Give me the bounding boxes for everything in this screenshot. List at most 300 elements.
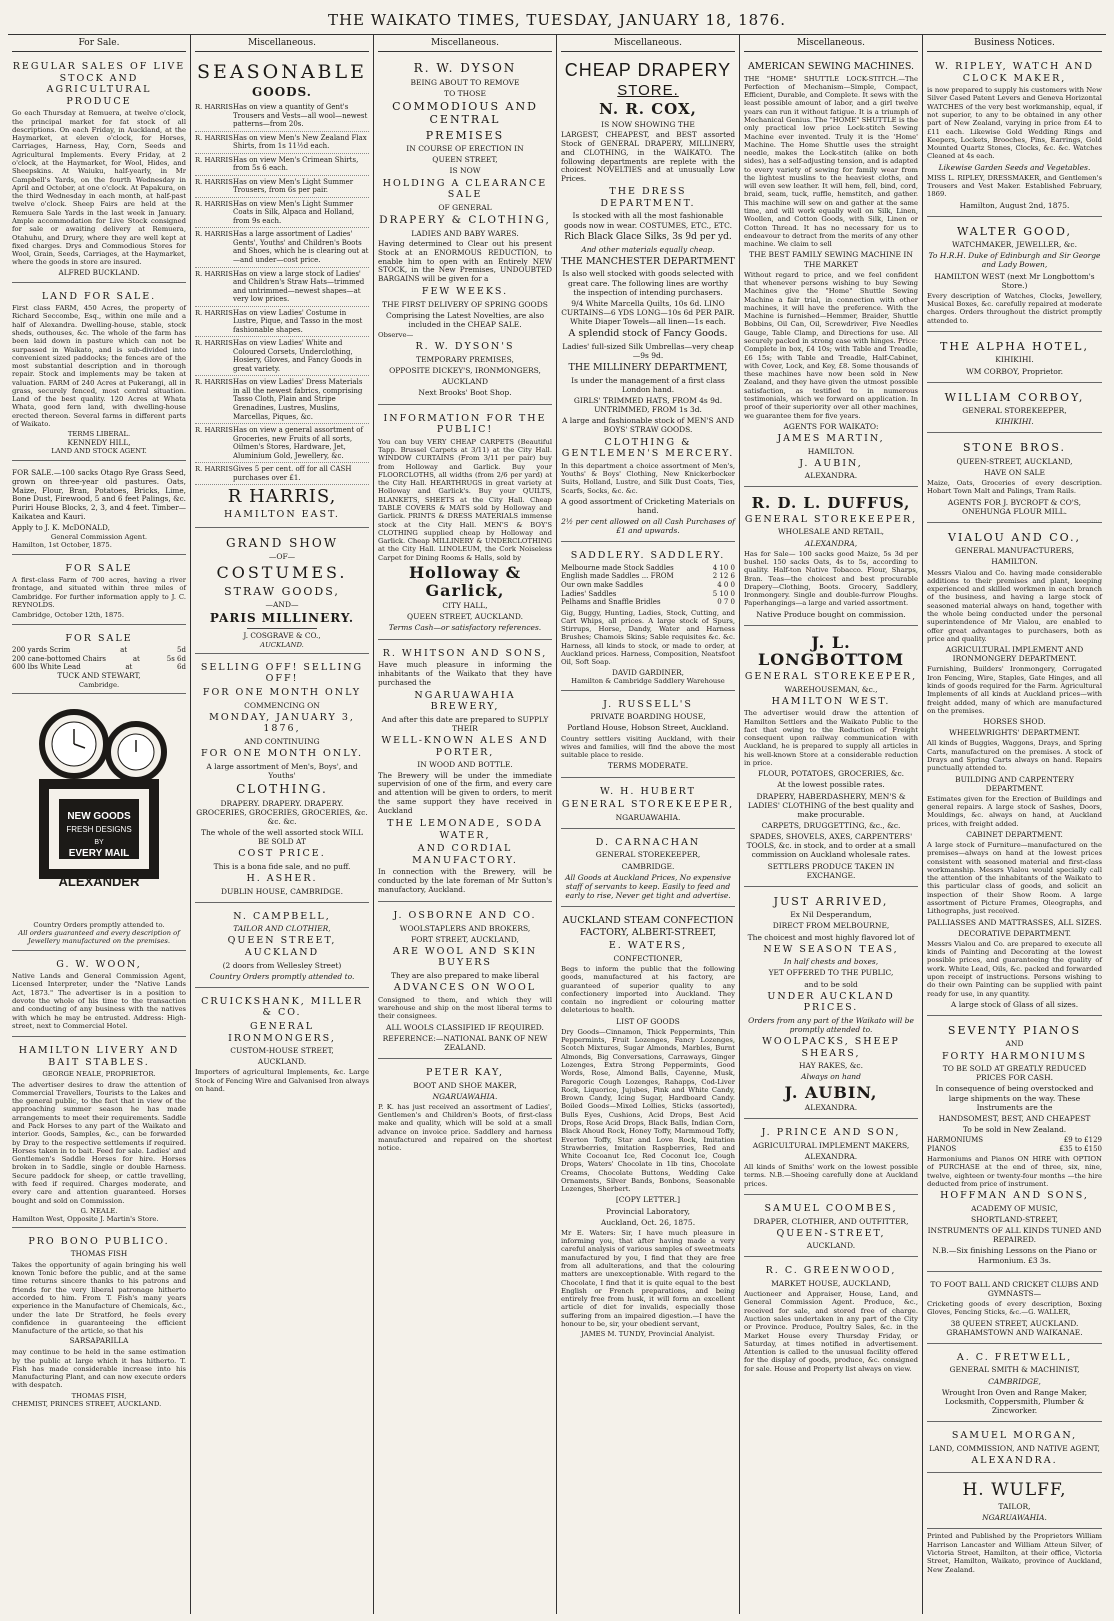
ad-hats-body: A large and fashionable stock of MEN'S AND BOYS' STRAW GOODS.: [561, 416, 734, 435]
ad-line-big: R. W. DYSON'S: [415, 341, 515, 353]
harris-row: R. HARRIS Has on view Men's New Zealand Flax Shirts, from 1s 11½d each.: [195, 132, 369, 154]
ad-flour: FLOUR, POTATOES, GROCERIES, &c.: [757, 769, 905, 779]
ad-body: The choicest and most highly flavored lot of: [747, 932, 915, 942]
ad-firm: Holloway & Garlick,: [408, 563, 522, 600]
ad-lowest: At the lowest possible rates.: [777, 780, 885, 790]
illus-ribbon-4: EVERY MAIL: [68, 847, 130, 859]
ad-body: Importers of agricultural Implements, &c. Large Stock of Fencing Wire and Galvanised Iron always on hand.: [195, 1068, 369, 1093]
ad-body: is now prepared to supply his customers with New Silver Cased Patent Levers and Geneva Horizontal WATCHES of the very best workmanship, equal, if not superior, to any to be obtained in any other part of New Zealand, varying in price from £4 to £11 each. Likewise Gold Wedding Rings and Keepers, Lockets, Brooches, Pins, Earrings, Gold Mounted Quartz Stones, Clocks, &c. &c. Watches Cleaned at 4s each.: [927, 86, 1102, 161]
ad-teas: NEW SEASON TEAS,: [763, 943, 899, 955]
ad-martin: JAMES MARTIN,: [777, 432, 885, 444]
ad-instruments: INSTRUMENTS OF ALL KINDS TUNED AND REPAIRED.: [927, 1226, 1102, 1245]
ad-subtitle: GOODS.: [252, 84, 312, 99]
harris-row: R. HARRIS Has on view Men's Light Summer Trousers, from 6s per pair.: [195, 176, 369, 198]
ad-body: The advertiser would draw the attention of Hamilton Settlers and the Waikato Public to the fact that owing to the Reduction of Freight consequent upon railway communication with Auckland, he is prepared to supply all articles in his well-known Store at a considerable reduction in price.: [744, 709, 918, 768]
ad-russell: [561, 694, 735, 778]
harris-row: R. HARRIS Has a large assortment of Ladies' Gents', Youths' and Children's Boots and Shoes, which he is clearing out at—and under—cost price.: [195, 228, 369, 267]
ad-duffus: [744, 490, 918, 625]
ad-osborne: [378, 905, 552, 1059]
ad-line: OPPOSITE DICKEY'S, IRONMONGERS,: [389, 366, 541, 376]
ad-title: INFORMATION FOR THE PUBLIC!: [383, 412, 547, 436]
ad-address: 38 QUEEN STREET, AUCKLAND. GRAHAMSTOWN AND WAIKANAE.: [946, 1318, 1083, 1337]
ad-signature: J. COSGRAVE & CO.,: [243, 630, 321, 640]
ad-body: First class FARM, 450 Acres, the property of Richard Seccombe, Esq., within one mile and a half of Alexandra. Dwelling-house, stable, stock sheds, outhouses, &c. The whole of the farm has been laid down in pasture which can not be surpassed in Waikato, and is sub-divided into convenient sized paddocks; the fences are of the most substantial description and in thorough repair. Stock and implements may be taken at valuation. FARM of 240 Acres at Pukerangi, all in grass, securely fenced, most central situation. Land of the best quality. 120 Acres at Whata Whata, good fern land, with dwelling-house erected thereon. Several farms in different parts of Waikato.: [12, 304, 186, 429]
ad-line-big: COMMODIOUS AND CENTRAL: [392, 99, 538, 127]
ad-carpets: CARPETS, DRUGGETTING, &c., &c.: [761, 821, 901, 830]
ad-address: QUEEN-STREET,: [776, 1227, 886, 1239]
ad-under: UNDER AUCKLAND PRICES.: [767, 990, 895, 1014]
ad-note: All orders guaranteed and every description of Jewellery manufactured on the premises.: [18, 929, 180, 946]
ad-drapery: DRAPERY, HABERDASHERY, MEN'S & LADIES' CLOTHING of the best quality and make procurable.: [747, 791, 915, 819]
ad-tuck-stewart: [12, 628, 186, 694]
ad-warehouse: WAREHOUSEMAN, &c.,: [784, 684, 878, 694]
ad-line-big: PREMISES: [425, 128, 505, 142]
ad-trade: GENERAL STOREKEEPER,: [561, 799, 735, 811]
ad-alexander-jeweller: [12, 697, 186, 951]
ad-title-2: STORE.: [617, 81, 679, 99]
ad-body-2: Without regard to price, and we feel confident that whenever persons wishing to buy Sewing Machines give the "Home" Shuttle Sewing Machine a fair trial, in connection with other machines, it will have the preference. With the Machine is furnished—Hemmer, Braider, Shuttle Bobbins, Oil Can, Oil, Screwdriver, Five Needles Gauge, Table Clamp, and Directions for use. All securely packed in strong case with hinges. Price: Complete in box, £4 10s; with Table and Treadle, £6 15s; with Table and Treadle, Half-Cabinet, with Cover, Lock, and Key, £8. Some thousands of these machines have now been sold in New Zealand, and they have given the utmost possible satisfaction, as testified to in numerous testimonials, which we forward on application. In proof of their superiority over all other machines, we guarantee them for five years.: [744, 270, 918, 420]
ad-list: DRAPERY. DRAPERY. DRAPERY. GROCERIES, GROCERIES, GROCERIES, &c. &c. &c.: [196, 798, 368, 826]
ad-seasonable-goods: [195, 56, 369, 528]
ad-list-title: LIST OF GOODS: [616, 1016, 680, 1026]
ad-title: G. W. WOON,: [56, 958, 142, 970]
harris-row: R. HARRIS Has on view a general assortment of Groceries, new Fruits of all sorts, Oilmen's Stores, Hardware, Jet, Aluminium Gold, Jewellery, &c.: [195, 424, 369, 463]
ad-title: VIALOU AND CO.,: [948, 530, 1081, 544]
ad-body-3: The Brewery will be under the immediate supervision of one of the firm, and every care and attention will be given to orders, to merit the same support they have received in Auckland: [378, 770, 552, 816]
ad-title: J. OSBORNE AND CO.: [393, 910, 537, 922]
ad-straw: STRAW GOODS,: [224, 584, 340, 598]
ad-wholesale: WHOLESALE AND RETAIL,: [777, 527, 885, 537]
ad-title: R. WHITSON AND SONS,: [382, 647, 548, 659]
ad-sold: and to be sold: [804, 979, 858, 989]
column-5: [740, 35, 923, 1614]
ad-reference: REFERENCE:—NATIONAL BANK OF NEW ZEALAND.: [382, 1033, 548, 1052]
ad-agri: AGRICULTURAL IMPLEMENT AND IRONMONGERY DEPARTMENT.: [945, 645, 1084, 664]
ad-name: E. WATERS,: [608, 940, 688, 952]
ad-showing: IS NOW SHOWING THE: [601, 119, 695, 129]
ad-cabinet: CABINET DEPARTMENT.: [966, 829, 1063, 839]
ad-silks-note: And other materials equally cheap.: [581, 244, 715, 254]
imprint: Printed and Published by the Proprietors William Harrison Lancaster and William Atteun Silver, of Victoria Street, Hamilton, at their office, Victoria Street, Hamilton, Waikato, province of Auckland, New Zealand.: [927, 1532, 1102, 1574]
ad-for: FOR ONE MONTH ONLY.: [201, 748, 363, 760]
harris-row: R. HARRIS Has on view Men's Light Summer Coats in Silk, Alpaca and Holland, from 9s each.: [195, 198, 369, 229]
ad-title: REGULAR SALES OF LIVE STOCK AND AGRICULTURAL PRODUCE: [12, 60, 186, 107]
ad-line: OF GENERAL: [438, 202, 492, 212]
ad-body: Country settlers visiting Auckland, with their wives and families, will find the above the most suitable place to reside.: [561, 734, 735, 760]
ad-body: Having determined to Clear out his present Stock at an ENORMOUS REDUCTION, to enable him to open with an Entirely NEW STOCK, in the New Premises, UNDOUBTED BARGAINS will be given for a: [378, 238, 552, 284]
ad-coombes: [744, 1198, 918, 1257]
ad-body-2: And after this date are prepared to SUPPLY THEIR: [381, 715, 549, 734]
ad-address: CHEMIST, PRINCES STREET, AUCKLAND.: [12, 1399, 162, 1408]
ad-proprietor: GEORGE NEALE, PROPRIETOR.: [42, 1070, 156, 1079]
ad-wood: IN WOOD AND BOTTLE.: [417, 760, 513, 770]
ad-grand-show: [195, 531, 369, 654]
column-3: [374, 35, 557, 1614]
illus-ribbon-2: FRESH DESIGNS: [66, 824, 132, 834]
ad-address: QUEEN-STREET, AUCKLAND,: [956, 456, 1073, 466]
ad-signature: H. ASHER.: [246, 872, 318, 884]
ad-body: Begs to inform the public that the following goods, manufactured at his factory, are guaranteed of superior quality to any confectionery imported into Auckland. They contain no ingredient or colouring matter deleterious to health.: [561, 965, 735, 1015]
ad-glass: A large stock of Glass of all sizes.: [950, 999, 1079, 1009]
ad-body: Has for Sale— 100 sacks good Maize, 5s 3d per bushel. 150 sacks Oats, 4s to 5s, according to quality. Half-ton Native Tobacco. Flour, Sharps, Bran. Teas—the choicest and best procurable Drapery—Clothing, Boots. Grocery, Saddlery, Ironmongery. Single and double-furrow Ploughs. Paperhangings—a large and varied assortment.: [744, 549, 918, 608]
ad-body: You can buy VERY CHEAP CARPETS (Beautiful Tapp. Brussel Carpets at 3/11) at the City Hall. WINDOW CURTAINS (From 3/11 per pair) buy from Holloway and Garlick. Buy your FLOORCLOTHS, all widths (from 2/6 per yard) at the City Hall. HEARTHRUGS in great variety at Holloway and Garlick's. Buy your QUILTS, BLANKETS, SHEETS at the City Hall. Cheap TABLE COVERS & MATS sold by Holloway and Garlick. PRINTS & DRESS MATERIALS immense stock at the City Hall. MEN'S & BOY'S CLOTHING supplied cheap by Holloway and Garlick. Cheap MILLINERY & UNDERCLOTHING at the City Hall. LINOLEUM, the Cork Noiseless Carpet for Dining Rooms & Halls, sold by: [378, 437, 552, 562]
ad-waters-confectioner: [561, 910, 735, 1342]
ad-selling-off: [195, 657, 369, 903]
ad-copy-letter: [COPY LETTER.]: [615, 1195, 681, 1205]
ad-stone-bros: [927, 436, 1102, 523]
ad-line: THE FIRST DELIVERY OF SPRING GOODS: [382, 299, 548, 309]
column-heading: Miscellaneous.: [195, 38, 369, 52]
ad-title: N. CAMPBELL,: [233, 910, 331, 922]
ad-body-2: Consigned to them, and which they will warehouse and ship on the most liberal terms to their consignees.: [378, 995, 552, 1021]
ad-title: R. D. L. DUFFUS,: [751, 494, 911, 513]
ad-line: TO THOSE: [444, 88, 486, 98]
ad-body: All kinds of Smiths' work on the lowest possible terms. N.B.—Shoeing carefully done at Auckland prices.: [744, 1163, 918, 1188]
ad-line: Next Brooks' Boot Shop.: [418, 388, 512, 398]
ad-address: CITY HALL,: [442, 601, 488, 611]
ad-place: NGARUAWAHIA.: [432, 1091, 498, 1101]
ad-advances: ADVANCES ON WOOL: [393, 982, 537, 994]
ad-brewery: NGARUAWAHIA BREWERY,: [414, 689, 516, 713]
ad-place: NGARUAWAHIA.: [982, 1513, 1047, 1523]
ad-handsomest: HANDSOMEST, BEST, AND CHEAPEST: [938, 1113, 1091, 1123]
ad-vialou: [927, 526, 1102, 1016]
ad-date: Auckland, Oct. 26, 1875.: [600, 1217, 696, 1227]
ad-palliasses: PALLIASSES AND MATTRASSES, ALL SIZES.: [927, 917, 1102, 927]
ad-place: ALEXANDRA.: [804, 1103, 858, 1113]
ad-corboy: [927, 386, 1102, 434]
ad-best: THE BEST FAMILY SEWING MACHINE IN THE MARKET: [749, 250, 913, 269]
ad-clothing: CLOTHING.: [236, 781, 328, 796]
ad-decorative: DECORATIVE DEPARTMENT.: [957, 928, 1072, 938]
ad-place: ALEXANDRA.: [971, 1454, 1058, 1466]
price-row: Pelhams and Snaffle Bridles 0 7 0: [561, 598, 735, 607]
ad-pianos: [927, 1019, 1102, 1272]
ad-title: SELLING OFF! SELLING OFF!: [200, 661, 364, 685]
ad-dyson: [378, 56, 552, 405]
ad-body: THE "HOME" SHUTTLE LOCK-STITCH.—The Perfection of Mechanism—Simple, Compact, Efficient, Durable, and Complete. It sews with the least possible amount of labor, and a girl twelve years can run it without fatigue. It is a triumph of Mechanical Genius. The "HOME" SHUTTLE is the only practical low price Lock-stitch Sewing Machine ever invented. Truly it is the 'Home' Machine. The Home Shuttle uses the straight needle, makes the Lock-stitch (alike on both sides), has a self-adjusting tension, and is adapted to every variety of sewing for family wear from the lightest muslins to the heaviest cloths, and will even sew leather. It will hem, fell, bind, cord, braid, seam, tuck, ruffle, hemstitch, and gather. This machine will sew on and gather at the same time, and will work equally well on Silk, Linen, Woollen, and Cotton Goods, with Silk, Linen or Cotton Thread. It has no necessary for us to endeavour to detract from the merits of any other machine. We claim to sell: [744, 74, 918, 249]
ad-agri-body: Furnishing, Builders' Ironmongery, Corrugated Iron Fencing, Wire, Staples, Gate Hinges, and all kinds of goods required for the Farm. Agricultural Implements of all kinds at Auckland prices—with freight added, many of which are manufactured on the premises.: [927, 665, 1102, 715]
ad-lab: Provincial Laboratory,: [605, 1206, 691, 1216]
ad-decorative-body: Messrs Vialou and Co. are prepared to execute all kinds of Painting and Decorating at the lowest possible prices, and guaranteeing the quality of work. White Lead, Oils, &c. packed and forwarded upon receipt of instructions. Persons wishing to do their own Painting can be supplied with paint ready for use, in any quantity.: [927, 939, 1102, 998]
illus-ribbon-3: BY: [94, 838, 104, 846]
ad-body: The advertiser desires to draw the attention of Commercial Travellers, Tourists to the Lakes and the general public, to the fact that in view of the approaching summer season he has made arrangements to meet their requirements. Saddle and Pack Horses to any part of the Waikato and interior. Goods, Samples, &c., can be forwarded by Dray to the respective settlements if required. Horses taken in to bait. Feed for sale. Ladies' and Gentlemen's Saddle Horses for hire. Horses broken in to Saddle, single or double Harness. Secure paddock for sheep, or cattle travelling, with feed if required. Charges moderate, and every care and attention guaranteed. Horses bought and sold on Commission.: [12, 1080, 186, 1205]
ad-body: Go each Thursday at Remuera, at twelve o'clock, the principal market for fat stock of all descriptions. On each Friday, in Auckland, at the Haymarket, at eleven o'clock, for Horses, Carriages, Harness, Hay, Corn, Seeds and Agricultural Implements. Every Friday, at 2 o'clock, at the Haymarket, for Wool, Hides, and Sheepskins. At Waiuku, half-yearly, in Mr Campbell's Yards, on the fourth Wednesday in April and October, at one o'clock. At Papakura, on the third Wednesday in each month, at half-past twelve o'clock. Sheep Fairs are held at the Remuera Sale Yards in the last week in January. Ample accommodation for Live Stock consigned for sale or awaiting delivery at Remuera, Otahuhu, and Drury, where they are well kept at fixed charges. Drys and Commodious Stores for Wool, Grain, Seeds, Carriages, at the Haymarket, where the goods in store are insured.: [12, 109, 186, 267]
ad-title: FOR SALE: [65, 632, 133, 644]
ad-place: NGARUAWAHIA.: [615, 812, 681, 822]
ad-millinery-title: THE MILLINERY DEPARTMENT,: [568, 362, 728, 374]
ad-address: CUSTOM-HOUSE STREET,: [230, 1046, 334, 1056]
ad-signature: ALFRED BUCKLAND.: [58, 267, 140, 277]
ad-title: AMERICAN SEWING MACHINES.: [747, 60, 915, 72]
ad-millinery-body: Is under the management of a first class London hand.: [571, 375, 725, 394]
ad-place: KIHIKIHI.: [995, 417, 1034, 427]
ad-ales: WELL-KNOWN ALES AND PORTER,: [381, 735, 549, 758]
ad-lemonade: THE LEMONADE, SODA WATER,: [387, 818, 543, 841]
ad-place: AUCKLAND.: [806, 1241, 856, 1251]
ad-title: PETER KAY,: [425, 1067, 505, 1079]
ad-wulff: [927, 1476, 1102, 1529]
ad-title: R. W. DYSON: [413, 60, 517, 75]
illus-ribbon-1: NEW GOODS: [67, 810, 131, 822]
ad-greenwood: [744, 1260, 918, 1379]
ad-address: Portland House, Hobson Street, Auckland.: [567, 723, 729, 733]
ad-morgan: [927, 1425, 1102, 1473]
ad-build-body: Estimates given for the Erection of Buildings and general repairs. A large stock of Sashes, Doors, Mouldings, &c. always on hand, at Auckland prices, with freight added.: [927, 794, 1102, 828]
column-4: [557, 35, 740, 1614]
ad-body: P. K. has just received an assortment of Ladies', Gentlemen's and Children's Boots, of first-class make and quality, which will be sold at a small advance on invoice price. Saddlery and harness manufactured and repaired on the shortest notice.: [378, 1102, 552, 1153]
ad-trade: TAILOR AND CLOTHIER,: [233, 924, 331, 934]
ad-offered: YET OFFERED TO THE PUBLIC,: [768, 968, 894, 978]
ad-buyers: ARE WOOL AND SKIN BUYERS: [392, 945, 538, 969]
ad-direct: DIRECT FROM MELBOURNE,: [772, 921, 890, 931]
ad-place: HAMILTON EAST.: [224, 509, 340, 521]
ad-title: CHEAP DRAPERY: [564, 59, 732, 80]
ad-whitson: [378, 643, 552, 902]
ad-signature-title: LAND AND STOCK AGENT.: [51, 447, 147, 456]
ad-body-2: To be sold in New Zealand.: [962, 1124, 1067, 1134]
ad-trade: GENERAL STOREKEEPER,: [744, 671, 918, 683]
ad-line: LADIES AND BABY WARES.: [411, 228, 519, 238]
ad-pro-bono: [12, 1231, 186, 1412]
ad-ship: Ex Nil Desperandum,: [790, 910, 872, 920]
ad-title: PRO BONO PUBLICO.: [28, 1236, 170, 1248]
ad-cost: COST PRICE.: [238, 848, 326, 860]
ad-title: R. C. GREENWOOD,: [765, 1265, 897, 1277]
ad-title: CRUICKSHANK, MILLER & CO.: [201, 995, 363, 1019]
ad-settlers: SETTLERS PRODUCE TAKEN IN EXCHANGE.: [767, 861, 895, 880]
ad-trade: GENERAL SMITH & MACHINIST,: [949, 1365, 1080, 1375]
ad-title: SEASONABLE: [197, 60, 367, 83]
ad-livery-stables: [12, 1040, 186, 1228]
ad-place: ALEXANDRA.: [804, 1152, 858, 1161]
ad-title: SADDLERY. SADDLERY.: [570, 550, 726, 562]
price-row: HARMONIUMS £9 to £129: [927, 1136, 1102, 1145]
ad-line: Comprising the Latest Novelties, are also included in the CHEAP SALE.: [386, 310, 544, 330]
ad-line: Observe—: [378, 331, 414, 340]
ad-body: A first-class Farm of 700 acres, having a river frontage, and situated within three miles of Cambridge. For further information apply to J. C. REYNOLDS.: [12, 576, 186, 609]
ad-address: Hamilton & Cambridge Saddlery Warehouse: [571, 677, 725, 686]
price-row: English made Saddles ... FROM 2 12 6: [561, 572, 735, 581]
ad-trade: PRIVATE BOARDING HOUSE,: [590, 712, 706, 722]
ad-line: IS NOW: [449, 166, 481, 176]
ad-hubert: [561, 781, 735, 829]
ad-farm-for-sale: [12, 558, 186, 625]
ad-waller: [927, 1275, 1102, 1344]
ad-body: Cricketing goods of every description, Boxing Gloves, Fencing Sticks, &c.—G. WALLER,: [927, 1299, 1102, 1317]
ad-list: Dry Goods—Cinnamon, Thick Peppermints, Thin Peppermints, Fruit Lozenges, Fancy Lozenges, Scotch Mixtures, Sugar Almonds, Marbles, Burnt Almonds, Big Conversations, Carraways, Ginger Lozenges, Extra Strong Peppermints, Good Words, Rose, Almond Balls, Cayenne, Musk, Paregoric Cough Lozenges, Rahapps, Cod-Liver Rock, Liquorice, Jujubes, Pink and White Candy, Brown Candy, Icing Sugar, Hardboard Candy. Boiled Goods—Mixed Lollies, Sticks (assorted), Bulls Eyes, Cushions, Acid Drops, Best Acid Drops, Rose Acid Drops, Black Balls, Indian Corn, Black Ahoud Rock, Honey Toffy, Marmmoud Toffy, Everton Toffy, Star and Love Rock, Imitation Strawberries, Imitation Raspberries, Red and White Cocoanut Ice, Red Coconut Ice, Cough Drops, Waters' Chocolate in 1lb tins, Chocolate Creams, Chocolate Buttons, Wedding Cake Ornaments, Silver Bands, Bonbons, Seasonable Lozenges, Sherbert.: [561, 1027, 735, 1194]
ad-letter: Mr E. Waters: Sir, I have much pleasure in informing you, that after having made a very careful analysis of various samples of sweetmeats manufactured by you, I find that they are free from all adulterations, and that the colouring matters are unexceptionable. With regard to the Chocolate, I find that it is quite equal to the best English or French preparations, and being entirely free from husk, it will form an excellent article of diet for invalids, especially those suffering from an impaired digestion.—I have the honour to be, sir, your obedient servant,: [561, 1228, 735, 1328]
ad-paris: PARIS MILLINERY.: [209, 610, 355, 625]
ad-hats: GIRLS' TRIMMED HATS, FROM 4s 9d. UNTRIMMED, FROM 1s 3d.: [573, 395, 723, 415]
ad-trade: GENERAL STOREKEEPER,: [962, 406, 1067, 416]
column-2: [191, 35, 374, 1614]
ad-address: HAMILTON WEST (next Mr Longbottom's Store.): [934, 271, 1095, 290]
ad-and: AND: [1005, 1039, 1024, 1049]
ad-mcdonald: [12, 464, 186, 555]
ad-body: Wrought Iron Oven and Range Maker, Locksmith, Coppersmith, Plumber & Zincworker.: [941, 1387, 1088, 1415]
ad-body: FOR SALE.—100 sacks Otago Rye Grass Seed, grown on three-year old pastures. Oats, Maize, Flour, Bran, Potatoes, Bricks, Lime, Bone Dust, Firewood, 5 and 6 feet Palings, &c. Puriri House Blocks, 2, 3, and 4 feet. Timber—Kaikatea and Kauri.: [12, 467, 186, 522]
ad-body: Messrs Vialou and Co. having made considerable additions to their premises and plant, keeping experienced and skilled workmen in each branch of the business, and having a large stock of seasoned material always on hand, together with the whole being conducted under the personal superintendence of Mr Vialou, are enabled to offer great advantages to purchasers, both as price and quality.: [927, 568, 1102, 643]
ad-terms: TERMS MODERATE.: [607, 761, 689, 771]
ad-by: To H.R.H. Duke of Edinburgh and Sir George and Lady Bowen,: [928, 251, 1101, 270]
ad-hire: Harmoniums and Pianos ON HIRE with OPTION of PURCHASE at the end of three, six, nine, twelve, eighteen or twenty-four months —the hire deducted from price of instrument.: [927, 1155, 1102, 1188]
ad-agents: AGENTS FOR J. BYCROFT & CO'S, ONEHUNGA FLOUR MILL.: [947, 497, 1082, 516]
ad-title: J. RUSSELL'S: [603, 698, 693, 710]
ad-fancy-body: Ladies' full-sized Silk Umbrellas—very cheap—9s 9d.: [562, 341, 734, 360]
ad-title: W. RIPLEY, WATCH AND CLOCK MAKER,: [934, 60, 1095, 84]
ad-trade: CONFECTIONER,: [613, 953, 683, 963]
harris-row: R. HARRIS Has on view a large stock of Ladies' and Children's Straw Hats—trimmed and untrimmed—newest shapes—at very low prices.: [195, 268, 369, 307]
illus-name: ALEXANDER: [58, 873, 140, 889]
ad-half: In half chests and boxes,: [783, 957, 879, 967]
ad-continuing: AND CONTINUING: [244, 736, 320, 746]
ad-silks: Rich Black Glace Silks, 3s 9d per yd.: [564, 231, 732, 242]
ad-dress-body: Is stocked with all the most fashionable goods now in wear. COSTUMES, ETC., ETC.: [563, 211, 733, 230]
ad-address: QUEEN STREET, AUCKLAND: [227, 935, 337, 958]
ad-signature: TUCK AND STEWART,: [57, 670, 141, 680]
ad-title: GRAND SHOW: [225, 535, 339, 550]
ad-trade: TAILOR,: [998, 1502, 1031, 1512]
ad-title: W. H. HUBERT: [600, 785, 696, 797]
ad-title: J. L. LONGBOTTOM: [757, 632, 905, 670]
ad-spades: SPADES, SHOVELS, AXES, CARPENTERS' TOOLS, &c. in stock, and to order at a small commission on Auckland wholesale rates.: [746, 832, 916, 860]
ad-agent: General Commission Agent.: [50, 533, 148, 541]
ad-trade: GENERAL STOREKEEPER,: [595, 850, 701, 860]
price-row: Our own make Saddles 4 0 0: [561, 580, 735, 589]
harris-row: R. HARRIS Has on view Ladies' Costume in Lustre, Pique, and Tasso in the most fashionable shapes.: [195, 307, 369, 338]
harris-row: R. HARRIS Has on view a quantity of Gent's Trousers and Vests—all wool—newest patterns—from 20s.: [195, 101, 369, 132]
ad-trade: WOOLSTAPLERS AND BROKERS,: [399, 923, 531, 933]
ad-title: D. CARNACHAN: [595, 836, 701, 848]
price-row: 200 yards Scrim at 5d: [12, 646, 186, 655]
ad-address: SHORTLAND-STREET,: [970, 1215, 1058, 1224]
ad-cordial: AND CORDIAL MANUFACTORY.: [412, 843, 518, 866]
price-row: PIANOS £35 to £150: [927, 1144, 1102, 1153]
ad-title: STONE BROS.: [962, 441, 1067, 455]
ad-orders: Orders from any part of the Waikato will be promptly attended to.: [748, 1015, 914, 1034]
ad-body: Maize, Oats, Groceries of every description. Hobart Town Malt and Palings, Tram Rails.: [927, 479, 1102, 496]
ad-have: HAVE ON SALE: [984, 467, 1045, 477]
ad-title: AUCKLAND STEAM CONFECTION FACTORY, ALBERT-STREET,: [562, 915, 734, 938]
ad-commencing: COMMENCING ON: [244, 700, 320, 710]
ad-bona: This is a bona fide sale, and no puff.: [213, 861, 351, 871]
ad-title: JUST ARRIVED,: [773, 894, 889, 908]
ad-street: QUEEN STREET, AUCKLAND.: [407, 612, 523, 622]
ad-hamilton: HAMILTON.: [807, 446, 855, 456]
ad-nb: N.B.—Six finishing Lessons on the Piano or Harmonium. £3 3s.: [932, 1246, 1097, 1265]
ad-clothing-body: In this department a choice assortment of Men's, Youths' & Boys' Clothing, New Knickerbocker Suits, Holland, Lustre, and Silk Dust Coats, Ties, Scarfs, Socks, &c. &c.: [561, 461, 735, 495]
ad-always: Always on hand: [801, 1072, 861, 1082]
ad-land-for-sale: [12, 286, 186, 461]
ad-title: A. C. FRETWELL,: [956, 1351, 1073, 1363]
ad-place: AUCKLAND.: [257, 1057, 307, 1067]
ad-alex: ALEXANDRA.: [804, 471, 858, 481]
ad-title: SAMUEL MORGAN,: [951, 1430, 1078, 1442]
masthead: THE WAIKATO TIMES, TUESDAY, JANUARY 18, 1876.: [327, 11, 787, 29]
ad-dress-title: THE DRESS DEPARTMENT.: [600, 186, 696, 209]
ad-agents: AGENTS FOR WAIKATO:: [783, 421, 879, 431]
ad-academy: ACADEMY OF MUSIC,: [971, 1203, 1058, 1213]
ad-signature: JAMES M. TUNDY, Provincial Analyist.: [581, 1330, 715, 1339]
ad-body: Native Lands and General Commission Agent, Licensed Interpreter, under the "Native Lands Act, 1873." The advertiser is in a position to devote the whole of his time to the transaction and conducting of any business with the natives with which he may be entrusted. Address: High-street, next to Commercial Hotel.: [12, 972, 186, 1030]
ad-of: —OF—: [268, 552, 296, 562]
ad-signature: G. NEALE.: [80, 1206, 118, 1215]
ad-title: WILLIAM CORBOY,: [944, 390, 1085, 404]
ad-costumes: COSTUMES.: [216, 563, 348, 583]
ad-cruickshank: [195, 991, 369, 1099]
ad-date: MONDAY, JANUARY 3, 1876,: [209, 711, 355, 735]
ad-cox-drapery: [561, 56, 735, 542]
ad-place: ALEXANDRA,: [804, 538, 858, 548]
ad-peter-kay: [378, 1062, 552, 1159]
ad-horses: HORSES SHOD.: [983, 717, 1046, 727]
ad-fancy: A splendid stock of Fancy Goods.: [568, 328, 728, 340]
ad-aubin: J. AUBIN,: [799, 457, 863, 469]
column-heading: Business Notices.: [927, 38, 1102, 52]
ad-line: TEMPORARY PREMISES,: [416, 355, 514, 365]
price-row: 200 cane-bottomed Chairs at 5s 6d: [12, 654, 186, 663]
price-row: Melbourne made Stock Saddles 4 10 0: [561, 563, 735, 572]
ad-body-4: In connection with the Brewery, will be conducted by the late foreman of Mr Sutton's manufactory, Auckland.: [378, 867, 552, 895]
ad-hay: HAY RAKES, &c.: [798, 1061, 864, 1071]
ad-trade: AGRICULTURAL IMPLEMENT MAKERS,: [752, 1140, 910, 1150]
ad-line-big: FEW WEEKS.: [421, 286, 509, 298]
ad-line-big: DRAPERY & CLOTHING,: [379, 213, 551, 226]
ad-place: KIHIKIHI.: [995, 355, 1034, 365]
ad-discount: 2½ per cent allowed on all Cash Purchases of £1 and upwards.: [561, 517, 735, 536]
harris-row: R. HARRIS Has on view Men's Crimean Shirts, from 5s 6 each.: [195, 154, 369, 176]
ad-title: SEVENTY PIANOS: [947, 1023, 1082, 1037]
ad-regular-sales: [12, 56, 186, 283]
ad-title: LAND FOR SALE.: [41, 290, 157, 302]
ad-alpha-hotel: [927, 335, 1102, 383]
column-heading: Miscellaneous.: [744, 38, 918, 52]
ad-manchester-title: THE MANCHESTER DEPARTMENT: [561, 255, 735, 267]
ad-holloway-garlick: [378, 408, 552, 640]
ad-signature: J. AUBIN,: [784, 1082, 878, 1102]
price-row: 600 lbs White Lead at 6d: [12, 663, 186, 672]
ad-title: FOR SALE: [65, 562, 133, 574]
ad-place: HAMILTON WEST.: [771, 695, 891, 707]
ad-trade: MARKET HOUSE, AUCKLAND,: [771, 1279, 891, 1288]
ad-title: SAMUEL COOMBES,: [764, 1202, 898, 1214]
ad-address: DUBLIN HOUSE, CAMBRIDGE.: [221, 886, 343, 896]
ad-line: QUEEN STREET,: [432, 155, 498, 165]
ad-just-arrived: [744, 890, 918, 1119]
ad-cabinet-body: A large stock of Furniture—manufactured on the premises—always on hand at the lowest prices consistent with seasoned material and first-class workmanship. Messrs Vialou would specially call the attention of the inhabitants of the Waikato to this particular class of goods, and solicit an inspection of their Show Room. A large assortment of Picture Frames, Oleographs, and Lithographs, just received.: [927, 841, 1102, 916]
ad-address: Hamilton, August 2nd, 1875.: [959, 200, 1070, 210]
ad-line: AUCKLAND: [441, 377, 489, 387]
ad-walter-good: [927, 220, 1102, 332]
ad-body: Gig, Buggy, Hunting, Ladies, Stock, Cutting, and Cart Whips, all prices. A large stock of Spurs, Stirrups, Horse, Dandy, Water and Harness Brushes; Chamois Skins; Sable requisites &c. &c. Harness, all kinds to stock, or made to order, at Auckland prices. Harness, Composition, Neatsfoot Oil, Soft Soap.: [561, 608, 735, 667]
ad-orders: Country Orders promptly attended to.: [209, 971, 355, 981]
ad-body: Takes the opportunity of again bringing his well known Tonic before the public, and at the same time returns sincere thanks to his patrons and friends for the very liberal patronage hitherto accorded to him. From T. Fish's many years experience in the Manufacture of Chemicals, &c., under the late Dr Stratford, he feels every confidence in guaranteeing the efficient Manufacture of the article, so that his: [12, 1260, 186, 1336]
ad-signature: R HARRIS,: [227, 486, 337, 508]
column-heading: For Sale.: [12, 38, 186, 52]
ad-miss: MISS L. RIPLEY, DRESSMAKER, and Gentlemen's Trousers and Vest Maker. Established February, 1869.: [927, 173, 1102, 199]
ad-signature: THOMAS FISH,: [71, 1391, 127, 1400]
ad-woon: [12, 954, 186, 1038]
ad-harmoniums: FORTY HARMONIUMS: [941, 1050, 1088, 1062]
ad-body: Have much pleasure in informing the inhabitants of the Waikato that they have purchased the: [378, 660, 552, 687]
ad-title: WALTER GOOD,: [956, 224, 1072, 238]
ad-saddlery: [561, 545, 735, 690]
price-row: Ladies' Saddles 5 10 0: [561, 589, 735, 598]
ad-address: Hamilton West, Opposite J. Martin's Store.: [12, 1215, 159, 1224]
ad-longbottom: [744, 629, 918, 887]
ad-trade: BOOT AND SHOE MAKER,: [413, 1080, 517, 1090]
